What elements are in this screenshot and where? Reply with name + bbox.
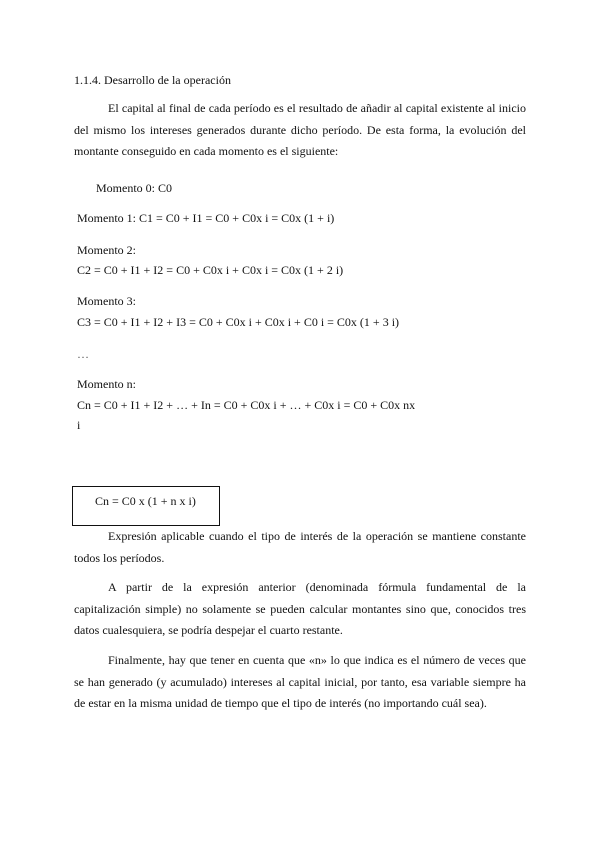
moment-n-formula: Cn = C0 + I1 + I2 + … + In = C0 + C0x i + … + C0x i = C0 + C0x nx bbox=[77, 398, 416, 412]
ellipsis: … bbox=[77, 347, 89, 361]
moment-0: Momento 0: C0 bbox=[96, 181, 173, 195]
section-heading: 1.1.4. Desarrollo de la operación bbox=[74, 73, 231, 87]
intro-paragraph bbox=[74, 98, 526, 163]
moment-2-formula: C2 = C0 + I1 + I2 = C0 + C0x i + C0x i = C0x (1 + 2 i) bbox=[77, 263, 344, 277]
formula-box bbox=[72, 486, 220, 526]
moment-3-formula: C3 = C0 + I1 + I2 + I3 = C0 + C0x i + C0x i + C0 i = C0x (1 + 3 i) bbox=[77, 315, 400, 329]
moment-n-tail: i bbox=[77, 418, 81, 432]
moment-1: Momento 1: C1 = C0 + I1 = C0 + C0x i = C0x (1 + i) bbox=[77, 211, 335, 225]
paragraph-3 bbox=[74, 650, 526, 715]
moment-3-label: Momento 3: bbox=[77, 294, 136, 308]
paragraph-3-text: Finalmente, hay que tener en cuenta que «n» lo que indica es el número de veces que se han generado (y acumulado) intereses al capital inicial, por tanto, esa variable siempre ha de estar en la misma unidad de tiempo que el tipo de interés (no importando cuál sea). bbox=[74, 653, 526, 710]
intro-text: El capital al final de cada período es el resultado de añadir al capital existente al inicio del mismo los intereses generados durante dicho período. De esta forma, la evolución del montante conseguido en cada momento es el siguiente: bbox=[74, 101, 526, 158]
paragraph-2 bbox=[74, 577, 526, 642]
paragraph-2-text: A partir de la expresión anterior (denominada fórmula fundamental de la capitalización simple) no solamente se pueden calcular montantes sino que, conocidos tres datos cualesquiera, se podría despejar el cuarto restante. bbox=[74, 580, 526, 637]
paragraph-1-text: Expresión aplicable cuando el tipo de interés de la operación se mantiene constante todos los períodos. bbox=[74, 529, 526, 565]
paragraph-1 bbox=[74, 526, 526, 569]
formula-text: Cn = C0 x (1 + n x i) bbox=[95, 494, 196, 508]
moment-n-label: Momento n: bbox=[77, 377, 136, 391]
moment-2-label: Momento 2: bbox=[77, 243, 136, 257]
